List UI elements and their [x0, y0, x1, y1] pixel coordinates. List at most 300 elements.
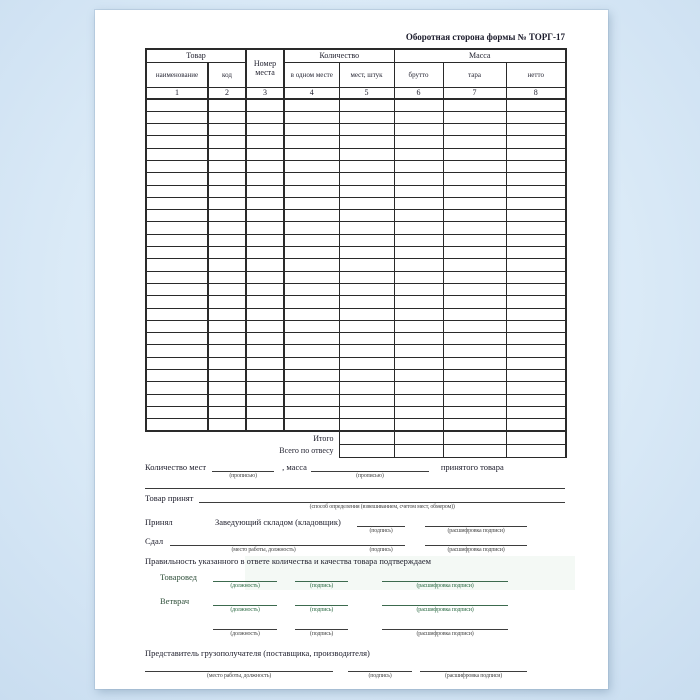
fill-caption: (подпись) [309, 630, 334, 637]
signature-field [357, 517, 405, 535]
empty-cell [246, 247, 284, 259]
fill-line [295, 596, 348, 606]
empty-cell [506, 320, 566, 332]
empty-cell [146, 271, 208, 283]
totals-cell [394, 444, 443, 457]
empty-cell [284, 124, 339, 136]
empty-cell [339, 173, 394, 185]
empty-cell [284, 185, 339, 197]
empty-cell [246, 210, 284, 222]
empty-cell [284, 99, 339, 111]
empty-cell [394, 99, 443, 111]
empty-cell [394, 173, 443, 185]
empty-cell [394, 124, 443, 136]
fill-line [170, 536, 357, 546]
fill-caption: (расшифровка подписи) [444, 672, 503, 679]
column-header: наименование [146, 62, 208, 87]
column-header: брутто [394, 62, 443, 87]
handed-by-line [145, 536, 565, 554]
empty-cell [284, 210, 339, 222]
table-row [146, 124, 566, 136]
empty-cell [506, 308, 566, 320]
signer-label: Товаровед [160, 571, 197, 582]
signature-decoded-field [382, 572, 508, 590]
column-number: 7 [443, 87, 506, 99]
fill-line [357, 536, 405, 546]
empty-cell [506, 185, 566, 197]
signature-field [357, 536, 405, 554]
fill-line [213, 620, 277, 630]
empty-cell [208, 370, 246, 382]
empty-cell [146, 234, 208, 246]
empty-cell [443, 247, 506, 259]
empty-cell [146, 308, 208, 320]
empty-cell [284, 222, 339, 234]
empty-cell [284, 160, 339, 172]
empty-cell [339, 234, 394, 246]
signer-row [145, 620, 565, 638]
fill-caption: (прописью) [229, 472, 257, 479]
empty-cell [506, 197, 566, 209]
empty-cell [506, 173, 566, 185]
empty-cell [146, 370, 208, 382]
empty-cell [208, 296, 246, 308]
empty-cell [284, 247, 339, 259]
empty-cell [339, 259, 394, 271]
table-row [146, 234, 566, 246]
table-row [146, 308, 566, 320]
empty-cell [394, 271, 443, 283]
empty-cell [246, 357, 284, 369]
empty-cell [146, 148, 208, 160]
representative-signature-line [145, 662, 565, 680]
totals-label: Итого [313, 433, 334, 443]
empty-cell [506, 111, 566, 123]
empty-cell [443, 357, 506, 369]
accepted-goods-label: принятого товара [440, 461, 504, 472]
empty-cell [339, 247, 394, 259]
empty-cell [506, 382, 566, 394]
empty-cell [246, 185, 284, 197]
fill-caption: (место работы, должность) [231, 546, 296, 553]
empty-cell [246, 394, 284, 406]
column-number: 4 [284, 87, 339, 99]
fill-caption: (должность) [230, 606, 260, 613]
empty-cell [246, 234, 284, 246]
empty-cell [443, 148, 506, 160]
empty-cell [394, 148, 443, 160]
empty-cell [339, 308, 394, 320]
accepted-by-line [145, 517, 565, 535]
empty-cell [146, 296, 208, 308]
fill-caption: (подпись) [368, 672, 392, 679]
empty-cell [246, 222, 284, 234]
table-row [146, 173, 566, 185]
empty-cell [208, 222, 246, 234]
empty-cell [284, 234, 339, 246]
empty-cell [506, 271, 566, 283]
empty-cell [339, 296, 394, 308]
empty-cell [208, 382, 246, 394]
empty-cell [284, 271, 339, 283]
empty-cell [208, 394, 246, 406]
empty-cell [394, 136, 443, 148]
table-row [146, 296, 566, 308]
empty-cell [208, 259, 246, 271]
position-field [213, 572, 277, 590]
empty-cell [146, 99, 208, 111]
empty-cell [146, 210, 208, 222]
column-number: 1 [146, 87, 208, 99]
empty-cell [208, 419, 246, 431]
empty-cell [506, 148, 566, 160]
empty-cell [284, 283, 339, 295]
table-row [146, 283, 566, 295]
goods-accepted-line [145, 493, 565, 511]
empty-cell [394, 111, 443, 123]
accepted-by-position: Заведующий складом (кладовщик) [215, 516, 341, 527]
table-row [146, 320, 566, 332]
empty-cell [246, 271, 284, 283]
empty-cell [246, 345, 284, 357]
empty-cell [394, 333, 443, 345]
empty-cell [506, 370, 566, 382]
empty-cell [339, 185, 394, 197]
acceptance-method-field [199, 493, 565, 511]
empty-cell [146, 394, 208, 406]
empty-cell [146, 197, 208, 209]
empty-cell [339, 283, 394, 295]
fill-line [382, 620, 508, 630]
empty-cell [284, 296, 339, 308]
empty-cell [208, 111, 246, 123]
empty-cell [146, 283, 208, 295]
empty-cell [443, 222, 506, 234]
empty-cell [284, 308, 339, 320]
empty-cell [284, 370, 339, 382]
table-row [146, 394, 566, 406]
table-group-header-row [146, 49, 566, 62]
empty-cell [208, 247, 246, 259]
empty-cell [284, 173, 339, 185]
fill-line [382, 596, 508, 606]
totals-cell [506, 431, 566, 444]
empty-cell [339, 320, 394, 332]
empty-cell [443, 111, 506, 123]
empty-cell [394, 357, 443, 369]
empty-cell [208, 234, 246, 246]
empty-cell [284, 357, 339, 369]
empty-cell [146, 247, 208, 259]
empty-cell [394, 283, 443, 295]
empty-cell [443, 259, 506, 271]
table-row [146, 345, 566, 357]
empty-cell [394, 160, 443, 172]
empty-cell [246, 124, 284, 136]
empty-cell [506, 210, 566, 222]
table-row [146, 370, 566, 382]
column-header: тара [443, 62, 506, 87]
totals-cell [506, 444, 566, 457]
empty-cell [443, 283, 506, 295]
empty-cell [506, 296, 566, 308]
empty-cell [443, 370, 506, 382]
empty-cell [506, 136, 566, 148]
empty-cell [146, 124, 208, 136]
fill-line [348, 662, 412, 672]
empty-cell [339, 222, 394, 234]
column-number: 3 [246, 87, 284, 99]
empty-cell [284, 333, 339, 345]
empty-cell [394, 419, 443, 431]
fill-caption: (подпись) [309, 606, 334, 613]
totals-cell [394, 431, 443, 444]
empty-cell [246, 173, 284, 185]
empty-cell [339, 197, 394, 209]
column-header: в одном месте [284, 62, 339, 87]
table-subheader-row [146, 62, 566, 87]
fill-line [295, 572, 348, 582]
signer-label: Ветврач [160, 595, 190, 606]
empty-cell [394, 247, 443, 259]
goods-table [145, 48, 567, 458]
empty-cell [246, 308, 284, 320]
empty-cell [394, 345, 443, 357]
table-row [146, 247, 566, 259]
empty-cell [246, 296, 284, 308]
fill-caption: (расшифровка подписи) [416, 606, 474, 613]
fill-caption: (должность) [230, 582, 260, 589]
empty-cell [146, 419, 208, 431]
signature-decoded-field [382, 596, 508, 614]
empty-cell [146, 345, 208, 357]
empty-cell [246, 148, 284, 160]
empty-cell [146, 320, 208, 332]
empty-cell [506, 394, 566, 406]
fill-caption: (должность) [230, 630, 260, 637]
empty-cell [284, 345, 339, 357]
mass-label: , масса [282, 461, 307, 472]
empty-cell [443, 394, 506, 406]
empty-cell [443, 271, 506, 283]
table-row [146, 197, 566, 209]
empty-cell [208, 173, 246, 185]
empty-cell [394, 320, 443, 332]
fill-line [382, 572, 508, 582]
empty-cell [339, 124, 394, 136]
signature-field [295, 596, 348, 614]
empty-cell [339, 370, 394, 382]
quantity-field [212, 462, 274, 480]
table-row [146, 333, 566, 345]
table-row [146, 259, 566, 271]
empty-cell [394, 370, 443, 382]
group-header-quantity: Количество [284, 49, 394, 62]
empty-cell [208, 333, 246, 345]
empty-cell [284, 136, 339, 148]
group-header-goods: Товар [146, 49, 246, 62]
table-row [146, 382, 566, 394]
empty-cell [208, 99, 246, 111]
signature-field [295, 620, 348, 638]
confirmation-line [145, 556, 565, 566]
empty-cell [146, 185, 208, 197]
fill-line [213, 572, 277, 582]
signer-rows [145, 572, 565, 638]
empty-cell [208, 124, 246, 136]
empty-cell [208, 357, 246, 369]
fill-caption: (расшифровка подписи) [416, 582, 474, 589]
group-header-mass: Масса [394, 49, 566, 62]
table-row [146, 271, 566, 283]
signer-row [145, 572, 565, 590]
empty-cell [506, 419, 566, 431]
empty-cell [208, 283, 246, 295]
column-number: 8 [506, 87, 566, 99]
empty-cell [339, 419, 394, 431]
quantity-label: Количество мест [145, 461, 207, 472]
totals-row [146, 431, 566, 444]
table-row [146, 160, 566, 172]
fill-line [357, 517, 405, 527]
fill-line [420, 662, 527, 672]
fill-caption: (расшифровка подписи) [447, 546, 505, 553]
workplace-field [145, 662, 333, 680]
table-row [146, 222, 566, 234]
column-header: нетто [506, 62, 566, 87]
table-row [146, 210, 566, 222]
empty-cell [284, 111, 339, 123]
empty-cell [146, 406, 208, 418]
column-header: код [208, 62, 246, 87]
empty-cell [339, 210, 394, 222]
empty-cell [339, 148, 394, 160]
empty-cell [394, 406, 443, 418]
fill-line [213, 596, 277, 606]
fill-line [425, 536, 527, 546]
empty-cell [506, 333, 566, 345]
empty-cell [394, 382, 443, 394]
table-row [146, 148, 566, 160]
signature-field [295, 572, 348, 590]
empty-cell [246, 370, 284, 382]
empty-cell [246, 111, 284, 123]
empty-cell [506, 234, 566, 246]
empty-cell [443, 160, 506, 172]
empty-cell [443, 124, 506, 136]
empty-cell [246, 333, 284, 345]
empty-cell [146, 173, 208, 185]
empty-cell [246, 283, 284, 295]
fill-caption: (подпись) [309, 582, 334, 589]
representative-label: Представитель грузополучателя (поставщика, производителя) [145, 647, 370, 658]
empty-cell [394, 210, 443, 222]
totals-cell [339, 444, 394, 457]
handed-by-label: Сдал [145, 535, 164, 546]
column-header: мест, штук [339, 62, 394, 87]
empty-cell [394, 185, 443, 197]
table-row [146, 136, 566, 148]
fill-caption: (расшифровка подписи) [447, 527, 505, 534]
empty-cell [208, 148, 246, 160]
empty-cell [208, 185, 246, 197]
goods-accepted-label: Товар принят [145, 492, 194, 503]
quantity-line [145, 462, 565, 480]
column-number: 5 [339, 87, 394, 99]
column-number: 6 [394, 87, 443, 99]
empty-cell [443, 210, 506, 222]
workplace-field [170, 536, 357, 554]
totals-row [146, 444, 566, 457]
totals-cell [443, 431, 506, 444]
empty-cell [394, 197, 443, 209]
empty-cell [284, 394, 339, 406]
form-title: Оборотная сторона формы № ТОРГ-17 [405, 32, 565, 42]
table-row [146, 406, 566, 418]
empty-cell [146, 259, 208, 271]
empty-cell [208, 308, 246, 320]
empty-cell [339, 394, 394, 406]
separator-line [145, 488, 565, 489]
table-row [146, 185, 566, 197]
empty-cell [339, 111, 394, 123]
fill-line [295, 620, 348, 630]
empty-cell [146, 382, 208, 394]
form-content [145, 10, 565, 680]
totals-label: Всего по отвесу [279, 446, 334, 456]
empty-cell [443, 296, 506, 308]
empty-cell [146, 357, 208, 369]
empty-cell [394, 259, 443, 271]
empty-cell [208, 345, 246, 357]
empty-cell [506, 345, 566, 357]
empty-cell [443, 197, 506, 209]
empty-cell [284, 382, 339, 394]
empty-cell [284, 259, 339, 271]
table-row [146, 357, 566, 369]
empty-cell [246, 382, 284, 394]
empty-cell [506, 259, 566, 271]
empty-cell [443, 345, 506, 357]
empty-cell [246, 259, 284, 271]
empty-cell [394, 394, 443, 406]
empty-cell [394, 234, 443, 246]
empty-cell [246, 99, 284, 111]
empty-cell [506, 99, 566, 111]
empty-cell [246, 320, 284, 332]
empty-cell [246, 136, 284, 148]
confirmation-text: Правильность указанного в ответе количества и качества товара подтверждаем [145, 555, 432, 566]
document-page [95, 10, 608, 689]
signer-row [145, 596, 565, 614]
empty-cell [443, 406, 506, 418]
empty-cell [443, 136, 506, 148]
empty-cell [443, 308, 506, 320]
table-row [146, 99, 566, 111]
totals-cell [443, 444, 506, 457]
empty-cell [284, 406, 339, 418]
empty-cell [146, 222, 208, 234]
signature-decoded-field [420, 662, 527, 680]
signature-field [348, 662, 412, 680]
fill-caption: (подпись) [369, 527, 393, 534]
totals-cell [339, 431, 394, 444]
empty-cell [146, 111, 208, 123]
fill-line [425, 517, 527, 527]
empty-cell [506, 124, 566, 136]
empty-cell [506, 357, 566, 369]
position-field [213, 620, 277, 638]
